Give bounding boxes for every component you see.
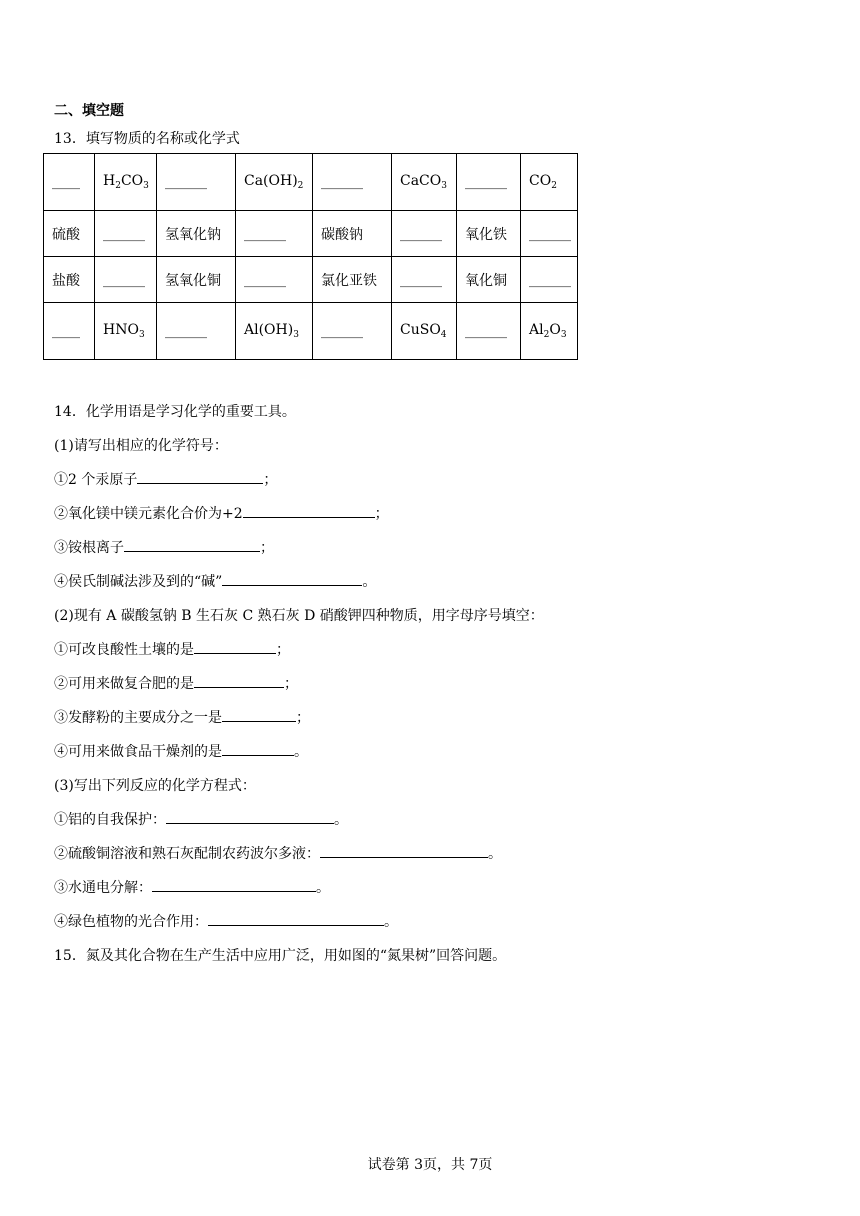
- name-cell: 氢氧化铜: [157, 257, 236, 303]
- answer-blank[interactable]: [194, 675, 284, 688]
- substance-table: [43, 153, 578, 360]
- part-1-heading: (1)请写出相应的化学符号：: [54, 438, 228, 454]
- answer-cell[interactable]: ______: [95, 257, 157, 303]
- q14-3-item-1: ①铝的自我保护： 。: [54, 812, 348, 828]
- name-cell: 碳酸钠: [313, 211, 392, 257]
- answer-blank[interactable]: [222, 573, 362, 586]
- answer-cell[interactable]: ______: [521, 257, 578, 303]
- answer-cell[interactable]: ______: [236, 257, 313, 303]
- name-cell: 氧化铁: [457, 211, 521, 257]
- formula-cell: $Al(OH)_3$: [236, 303, 313, 360]
- q14-3-item-2: ②硫酸铜溶液和熟石灰配制农药波尔多液： 。: [54, 846, 502, 862]
- answer-cell[interactable]: ______: [157, 154, 236, 211]
- answer-blank[interactable]: [320, 845, 488, 858]
- q14-1-item-3: ③铵根离子 ；: [54, 540, 274, 556]
- q14-2-item-3: ③发酵粉的主要成分之一是 ；: [54, 710, 310, 726]
- formula-cell: $CO_2$: [521, 154, 578, 211]
- formula-cell: CaCO$_3$: [392, 154, 457, 211]
- formula-cell: $HNO_3$: [95, 303, 157, 360]
- table-row: [44, 211, 578, 257]
- formula-cell: $Al_2O_3$: [521, 303, 578, 360]
- section-title: 二、填空题: [54, 103, 124, 119]
- q14-2-item-1: ①可改良酸性土壤的是 ；: [54, 642, 290, 658]
- answer-cell[interactable]: ______: [457, 303, 521, 360]
- table-row: [44, 154, 578, 211]
- answer-cell[interactable]: ______: [313, 154, 392, 211]
- answer-cell[interactable]: ______: [457, 154, 521, 211]
- name-cell: 硫酸: [44, 211, 95, 257]
- answer-blank[interactable]: [124, 539, 260, 552]
- q14-3-item-4: ④绿色植物的光合作用： 。: [54, 914, 398, 930]
- answer-cell[interactable]: ______: [236, 211, 313, 257]
- answer-cell[interactable]: ____: [44, 154, 95, 211]
- answer-cell[interactable]: ______: [313, 303, 392, 360]
- q14-3-item-3: ③水通电分解： 。: [54, 880, 330, 896]
- answer-cell[interactable]: ______: [157, 303, 236, 360]
- q14-1-item-2: ②氧化镁中镁元素化合价为+2 ；: [54, 506, 389, 522]
- formula-cell: $Ca(OH)_2$: [236, 154, 313, 211]
- answer-blank[interactable]: [222, 743, 294, 756]
- question-15-stem: 15．氮及其化合物在生产生活中应用广泛，用如图的“氮果树”回答问题。: [54, 948, 507, 964]
- answer-blank[interactable]: [222, 709, 296, 722]
- question-13-stem: 13．填写物质的名称或化学式: [54, 131, 240, 147]
- answer-cell[interactable]: ______: [521, 211, 578, 257]
- answer-blank[interactable]: [208, 913, 384, 926]
- answer-cell[interactable]: ______: [95, 211, 157, 257]
- formula-cell: CuSO$_4$: [392, 303, 457, 360]
- q14-1-item-4: ④侯氏制碱法涉及到的“碱” 。: [54, 574, 377, 590]
- answer-blank[interactable]: [152, 879, 316, 892]
- table-row: [44, 257, 578, 303]
- answer-cell[interactable]: ____: [44, 303, 95, 360]
- q14-2-item-2: ②可用来做复合肥的是 ；: [54, 676, 298, 692]
- answer-blank[interactable]: [243, 505, 375, 518]
- name-cell: 氢氧化钠: [157, 211, 236, 257]
- answer-blank[interactable]: [137, 471, 263, 484]
- page-footer: 试卷第 3页，共 7页: [367, 1157, 493, 1173]
- formula-cell: $H_2CO_3$: [95, 154, 157, 211]
- question-14-stem: 14．化学用语是学习化学的重要工具。: [54, 404, 296, 420]
- name-cell: 氯化亚铁: [313, 257, 392, 303]
- part-2-heading: (2)现有 A 碳酸氢钠 B 生石灰 C 熟石灰 D 硝酸钾四种物质，用字母序号填空：: [54, 608, 544, 624]
- answer-cell[interactable]: ______: [392, 257, 457, 303]
- answer-cell[interactable]: ______: [392, 211, 457, 257]
- name-cell: 盐酸: [44, 257, 95, 303]
- q14-2-item-4: ④可用来做食品干燥剂的是 。: [54, 744, 308, 760]
- name-cell: 氧化铜: [457, 257, 521, 303]
- part-3-heading: (3)写出下列反应的化学方程式：: [54, 778, 256, 794]
- answer-blank[interactable]: [166, 811, 334, 824]
- answer-blank[interactable]: [194, 641, 276, 654]
- table-row: [44, 303, 578, 360]
- q14-1-item-1: ①2 个汞原子 ；: [54, 472, 278, 488]
